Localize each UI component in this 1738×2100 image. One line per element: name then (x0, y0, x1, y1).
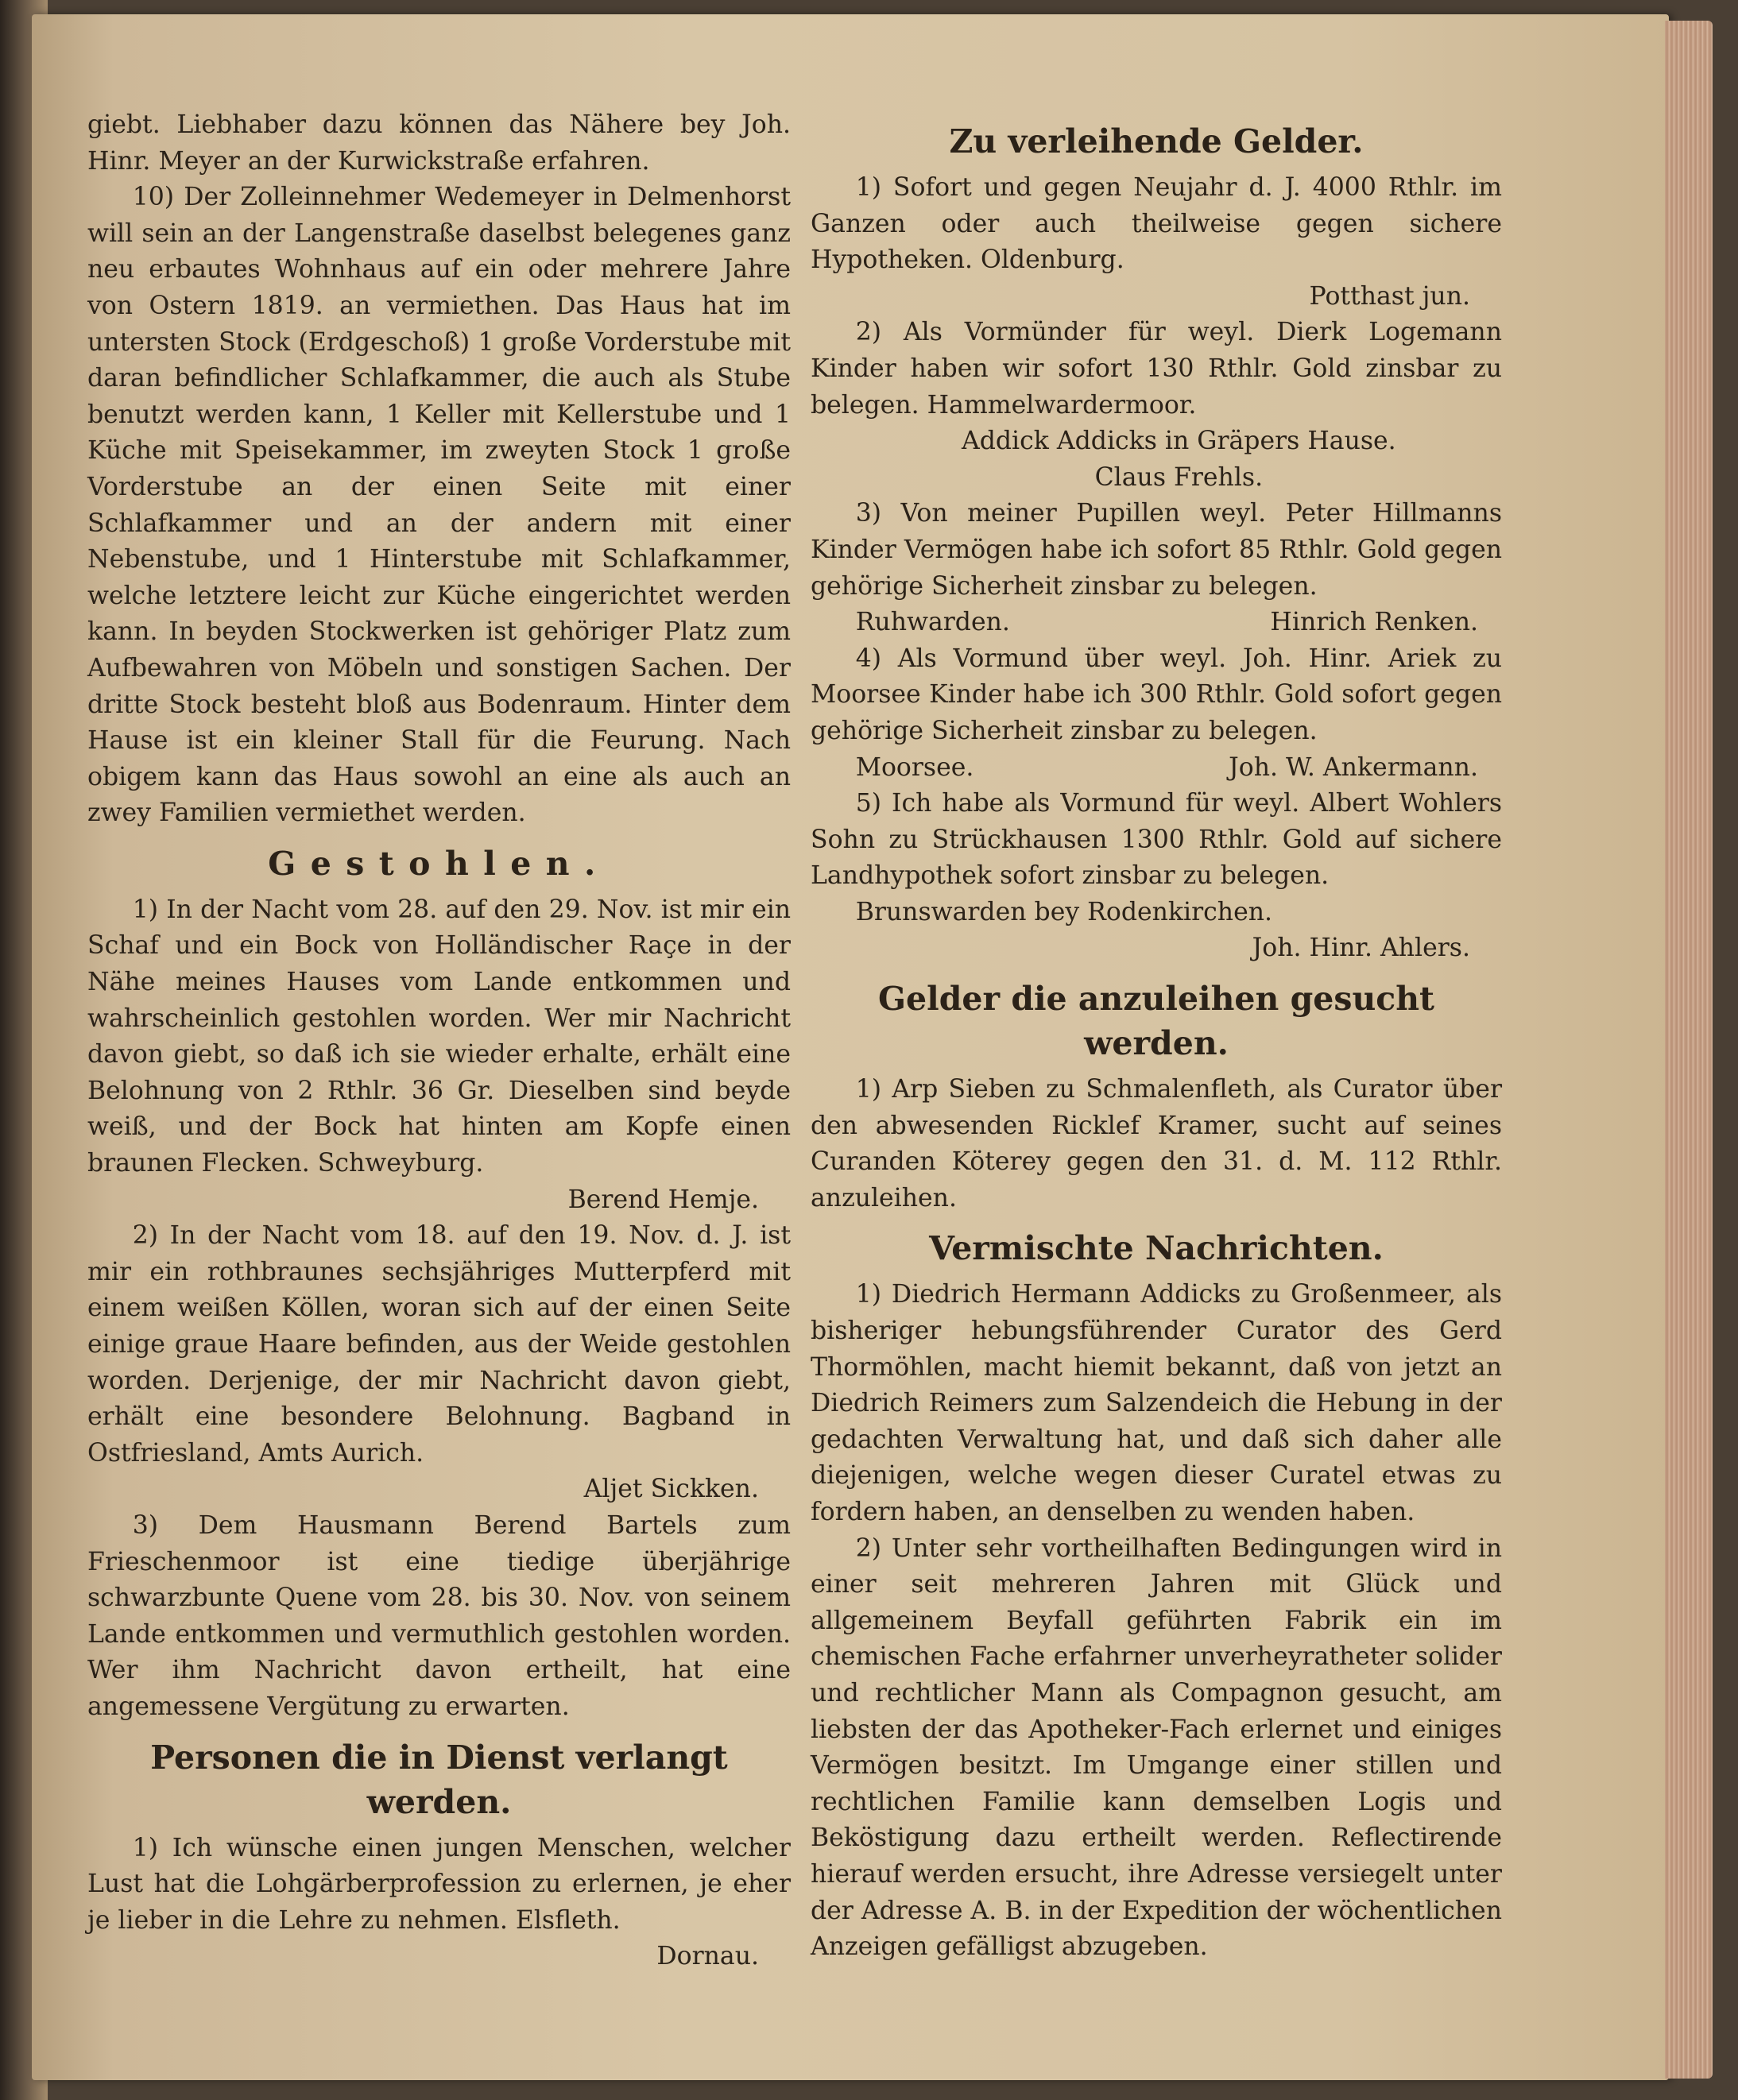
section-heading-personen: Personen die in Dienst verlangt werden. (150, 1738, 728, 1821)
notice-10-house-rental: 10) Der Zolleinnehmer Wedemeyer in Delmenhorst will sein an der Langenstraße daselbst belegenes ganz neu erbautes Wohnhaus auf ein oder mehrere Jahre von Ostern 1819. an vermiethen. Das Haus hat im untersten Stock (Erdgeschoß) 1 große Vorderstube mit daran befindlicher Schlafkammer, die auch als Stube benutzt werden kann, 1 Keller mit Kellerstube und 1 Küche mit Speisekammer, im zweyten Stock 1 große Vorderstube an der einen Seite mit einer Schlafkammer und an der andern mit einer Nebenstube, und 1 Hinterstube mit Schlafkammer, welche letztere leicht zur Küche eingerichtet werden kann. In beyden Stockwerken ist gehöriger Platz zum Aufbewahren von Möbeln und sonstigen Sachen. Der dritte Stock besteht bloß aus Bodenraum. Hinter dem Hause ist ein kleiner Stall für die Feurung. Nach obigem kann das Haus sowohl an eine als auch an zwey Familien vermiethet werden. (87, 183, 791, 828)
page-edges (1665, 21, 1713, 2079)
loan-offer-3: 3) Von meiner Pupillen weyl. Peter Hillmanns Kinder Vermögen habe ich sofort 85 Rthlr. Gold gegen gehörige Sicherheit zinsbar zu belegen. (811, 499, 1502, 601)
loan-offer-4-signature: Joh. W. Ankermann. (1229, 752, 1478, 782)
loan-offer-4-footer (811, 750, 1502, 787)
stolen-notice-2-signature: Aljet Sickken. (583, 1475, 759, 1504)
section-heading-vermischte-nachrichten: Vermischte Nachrichten. (929, 1229, 1384, 1268)
stolen-notice-1-signature: Berend Hemje. (567, 1185, 759, 1214)
misc-notice-2: 2) Unter sehr vortheilhaften Bedingungen wird in einer seit mehreren Jahren mit Glück und allgemeinem Beyfall geführten Fabrik ein im chemischen Fache erfahrner unverheyratheter solider und rechtlicher Mann als Compagnon gesucht, am liebsten der das Apotheker-Fach erlernet und einiges Vermögen besitzt. Im Umgange einer stillen und rechtlichen Familie kann demselben Logis und Beköstigung dazu ertheilt werden. Reflectirende hierauf werden ersucht, ihre Adresse versiegelt unter der Adresse A. B. in der Expedition der wöchentlichen Anzeigen gefälligst abzugeben. (811, 1533, 1502, 1962)
loan-offer-5: 5) Ich habe als Vormund für weyl. Albert Wohlers Sohn zu Strückhausen 1300 Rthlr. Gold auf sichere Landhypothek sofort zinsbar zu belegen. (811, 789, 1502, 891)
loan-offer-1: 1) Sofort und gegen Neujahr d. J. 4000 Rthlr. im Ganzen oder auch theilweise gegen sichere Hypotheken. Oldenburg. (811, 173, 1502, 275)
loan-offer-4-place: Moorsee. (855, 752, 974, 782)
loan-offer-2: 2) Als Vormünder für weyl. Dierk Logemann Kinder haben wir sofort 130 Rthlr. Gold zinsbar zu belegen. Hammelwardermoor. (811, 318, 1502, 420)
loan-offer-5-signature: Joh. Hinr. Ahlers. (1252, 934, 1470, 963)
section-heading-gestohlen: Gestohlen. (268, 844, 610, 883)
loan-offer-4: 4) Als Vormund über weyl. Joh. Hinr. Ariek zu Moorsee Kinder habe ich 300 Rthlr. Gold sofort gegen gehörige Sicherheit zinsbar zu belegen. (811, 644, 1502, 745)
service-notice-1: 1) Ich wünsche einen jungen Menschen, welcher Lust hat die Lohgärberprofession zu erlernen, je eher je lieber in die Lehre zu nehmen. Elsfleth. (87, 1833, 791, 1935)
stolen-notice-1: 1) In der Nacht vom 28. auf den 29. Nov. ist mir ein Schaf und ein Bock von Holländischer Raçe in der Nähe meines Hauses vom Lande entkommen und wahrscheinlich gestohlen worden. Wer mir Nachricht davon giebt, so daß ich sie wieder erhalte, erhält eine Belohnung von 2 Rthlr. 36 Gr. Dieselben sind beyde weiß, und der Bock hat hinten am Kopfe einen braunen Flecken. Schweyburg. (87, 895, 791, 1178)
loan-offer-3-signature: Hinrich Renken. (1270, 608, 1478, 637)
section-heading-zu-verleihende-gelder: Zu verleihende Gelder. (949, 122, 1364, 160)
borrow-request-1: 1) Arp Sieben zu Schmalenfleth, als Curator über den abwesenden Ricklef Kramer, sucht auf seines Curanden Köterey gegen den 31. d. M. 112 Rthlr. anzuleihen. (811, 1075, 1502, 1212)
stolen-notice-2: 2) In der Nacht vom 18. auf den 19. Nov. d. J. ist mir ein rothbraunes sechsjähriges Mutterpferd mit einem weißen Köllen, woran sich auf der einen Seite einige graue Haare befinden, aus der Weide gestohlen worden. Derjenige, der mir Nachricht davon giebt, erhält eine besondere Belohnung. Bagband in Ostfriesland, Amts Aurich. (87, 1221, 791, 1468)
loan-offer-2-signature-2: Claus Frehls. (1094, 462, 1264, 492)
loan-offer-5-place: Brunswarden bey Rodenkirchen. (855, 897, 1273, 926)
misc-notice-1: 1) Diedrich Hermann Addicks zu Großenmeer, als bisheriger hebungsführender Curator des Gerd Thormöhlen, macht hiemit bekannt, daß von jetzt an Diedrich Reimers zum Salzendeich die Hebung in der gedachten Verwaltung hat, und daß sich daher alle diejenigen, welche wegen dieser Curatel etwas zu fordern haben, an denselben zu wenden haben. (811, 1280, 1502, 1526)
left-column (87, 107, 791, 1975)
loan-offer-3-footer (811, 605, 1502, 641)
section-heading-anleihen: Gelder die anzuleihen gesucht werden. (878, 980, 1434, 1063)
service-notice-1-signature: Dornau. (656, 1942, 759, 1971)
right-column (811, 119, 1502, 1966)
continuation-paragraph: giebt. Liebhaber dazu können das Nähere bey Joh. Hinr. Meyer an der Kurwickstraße erfahren. (87, 110, 791, 176)
stolen-notice-3: 3) Dem Hausmann Berend Bartels zum Frieschenmoor ist eine tiedige überjährige schwarzbunte Quene vom 28. bis 30. Nov. von seinem Lande entkommen und vermuthlich gestohlen worden. Wer ihm Nachricht davon ertheilt, hat eine angemessene Vergütung zu erwarten. (87, 1510, 791, 1721)
loan-offer-2-signature-1: Addick Addicks in Gräpers Hause. (961, 427, 1396, 456)
loan-offer-3-place: Ruhwarden. (855, 608, 1010, 637)
loan-offer-1-signature: Potthast jun. (1309, 281, 1470, 311)
